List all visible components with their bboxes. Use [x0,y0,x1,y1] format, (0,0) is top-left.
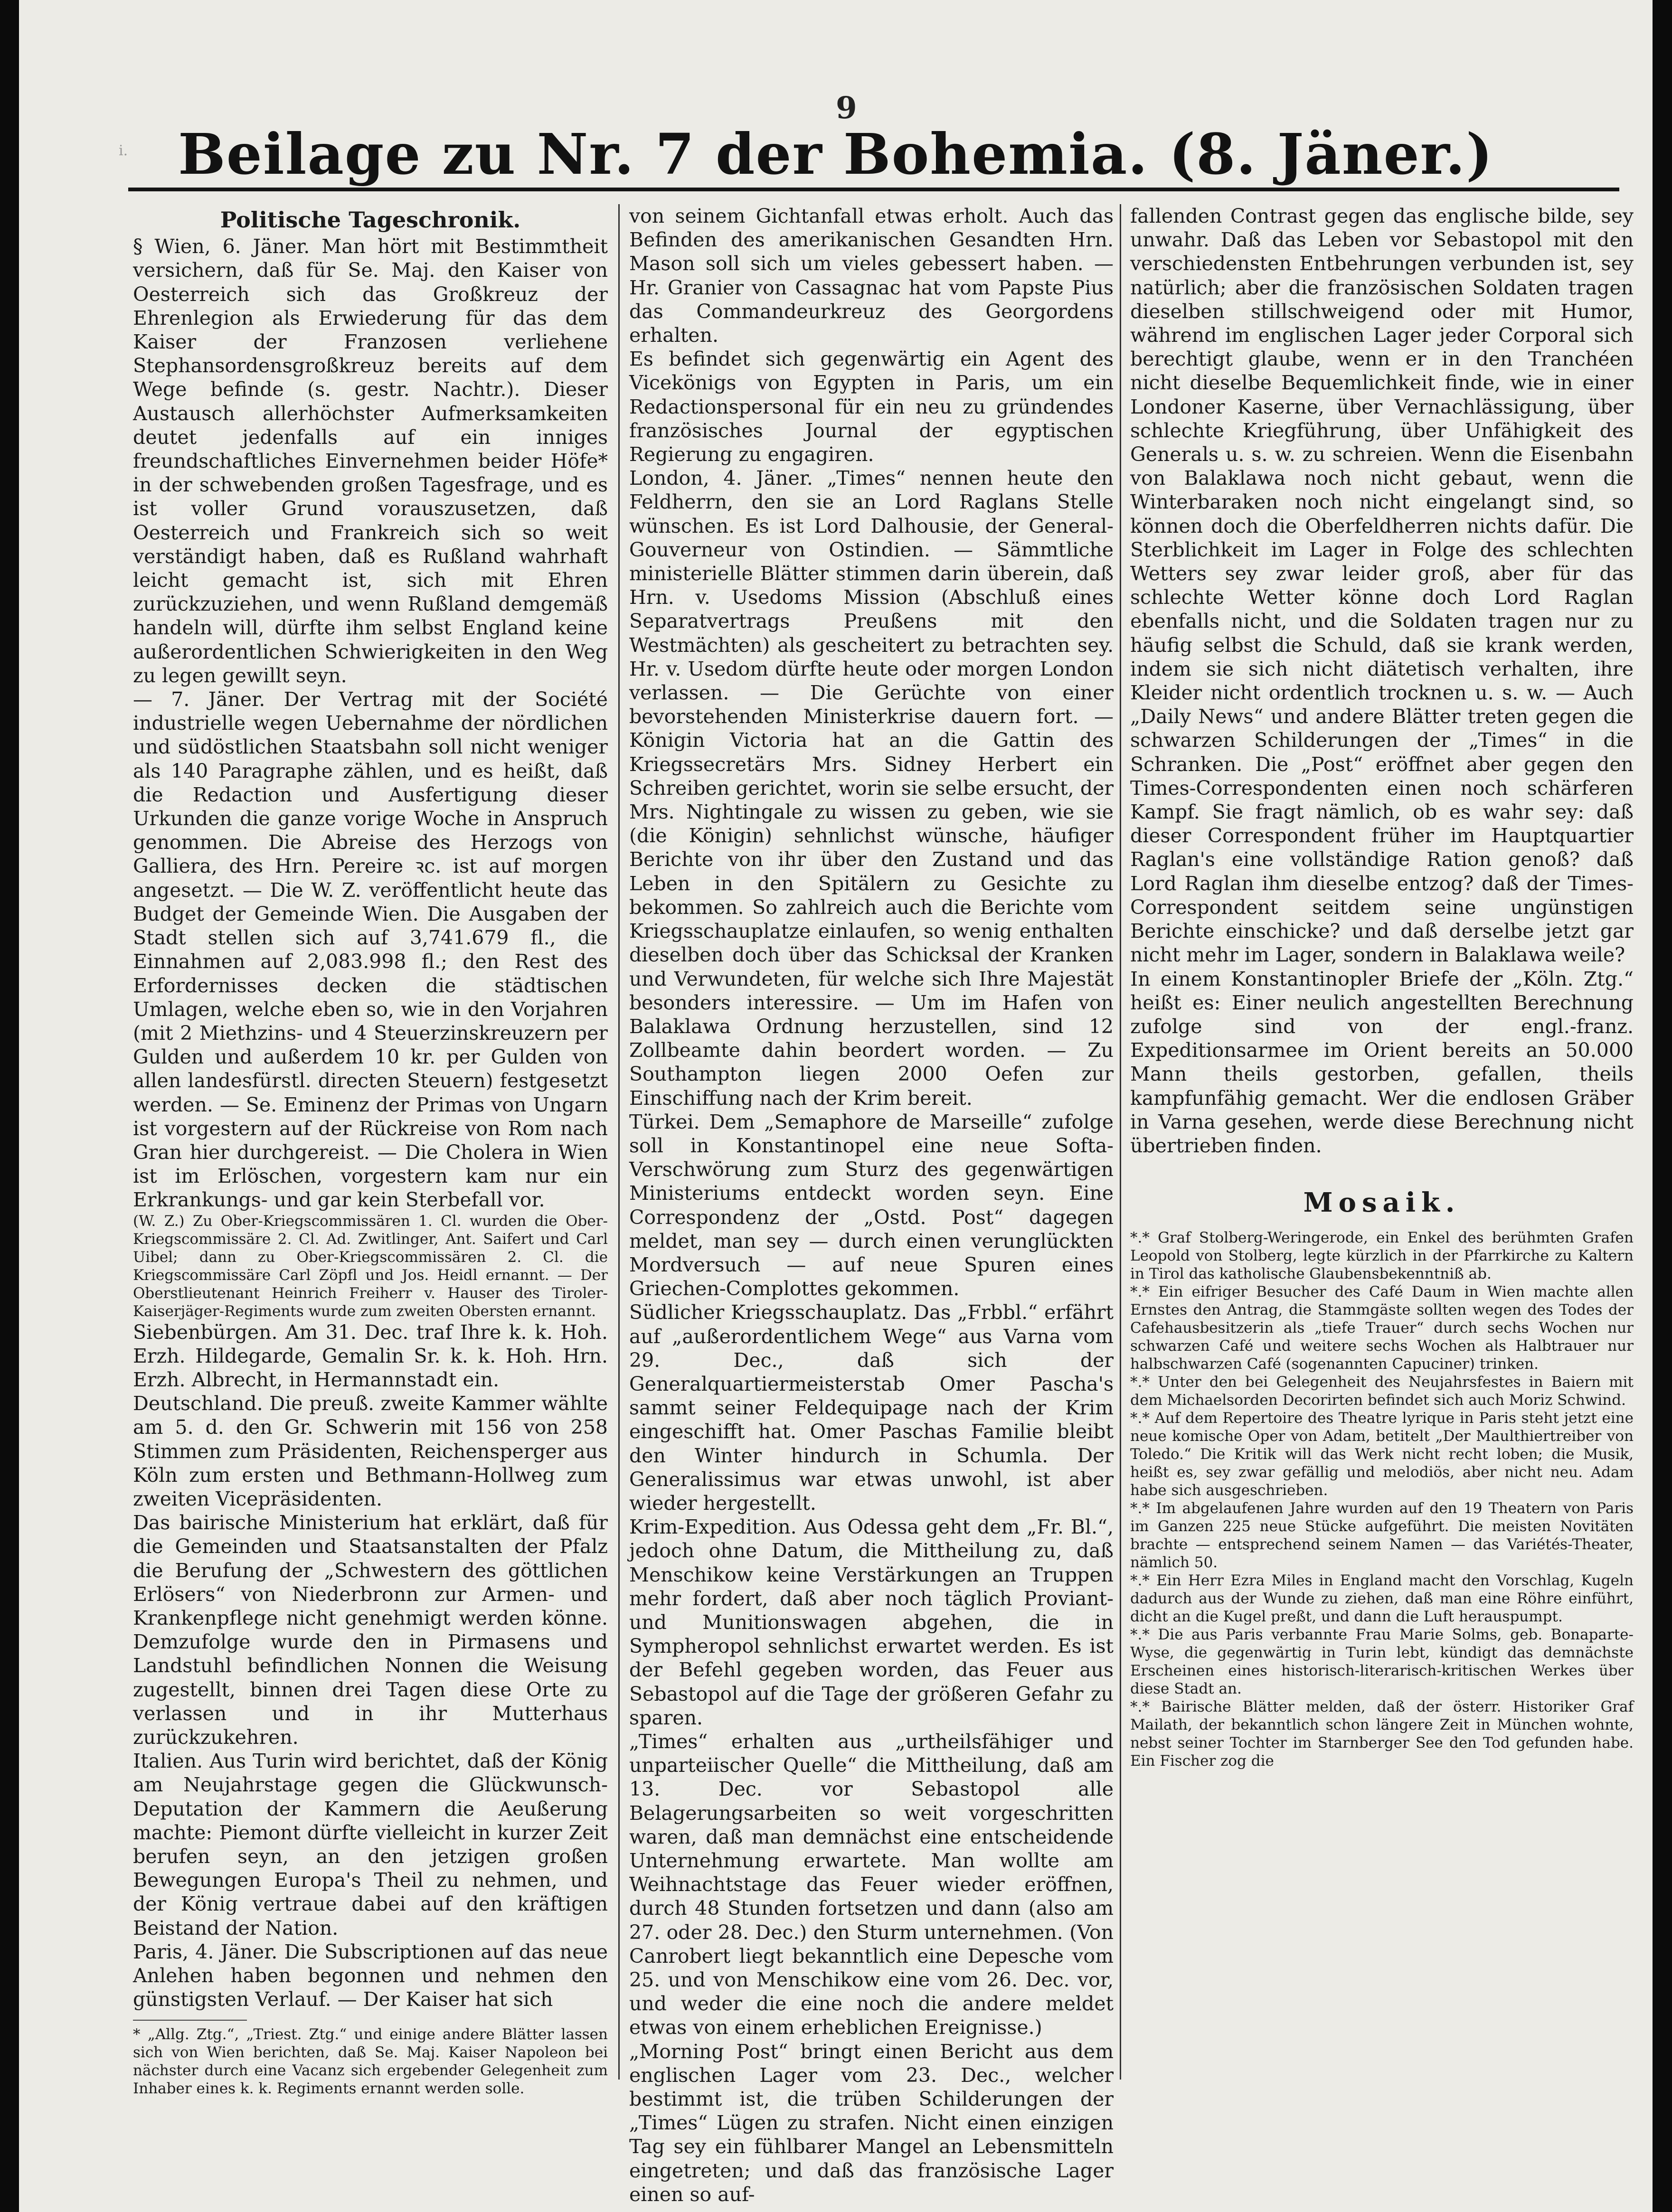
column-right [1130,204,1634,2151]
paragraph: fallenden Contrast gegen das englische bilde, sey unwahr. Daß das Leben vor Sebastopol mit den verschiedensten Entbehrungen verbunden ist, sey natürlich; aber die französischen Soldaten tragen dieselben stillschweigend oder mit Humor, während im englischen Lager jeder Corporal sich berechtigt glaube, wenn er in den Tranchéen nicht dieselbe Bequemlichkeit finde, wie in einer Londoner Kaserne, über Vernachlässigung, über schlechte Kriegführung, über Unfähigkeit des Generals u. s. w. zu schreien. Wenn die Eisenbahn von Balaklawa noch nicht gebaut, wenn die Winterbaraken noch nicht eingelangt sind, so können doch die Oberfeldherren nichts dafür. Die Sterblichkeit im Lager in Folge des schlechten Wetters sey zwar leider groß, aber für das schlechte Wetter könne doch Lord Raglan ebenfalls nicht, und die Soldaten tragen nur zu häufig selbst die Schuld, daß sie krank werden, indem sie sich nicht diätetisch verhalten, ihre Kleider nicht ordentlich trocknen u. s. w. — Auch „Daily News“ und andere Blätter treten gegen die schwarzen Schilderungen der „Times“ in die Schranken. Die „Post“ eröffnet aber gegen den Times-Correspondenten einen noch schärferen Kampf. Sie fragt nämlich, ob es wahr sey: daß dieser Correspondent früher im Hauptquartier Raglan's eine vollständige Ration genoß? daß Lord Raglan ihm dieselbe entzog? daß der Times-Correspondent seitdem seine ungünstigen Berichte einschicke? und daß derselbe jetzt gar nicht mehr im Lager, sondern in Balaklawa weile? [1130,205,1634,967]
news-item: *.* Ein Herr Ezra Miles in England macht den Vorschlag, Kugeln dadurch aus der Wunde zu ziehen, daß man eine Röhre einführt, dicht an die Kugel preßt, und dann die Luft herauspumpt. [1130,1572,1634,1626]
paragraph: — 7. Jäner. Der Vertrag mit der Société industrielle wegen Uebernahme der nördlichen und südöstlichen Staatsbahn soll nicht weniger als 140 Paragraphe zählen, und es heißt, daß die Redaction und Ausfertigung dieser Urkunden die ganze vorige Woche in Anspruch genommen. Die Abreise des Herzogs von Galliera, des Hrn. Pereire ꝛc. ist auf morgen angesetzt. — Die W. Z. veröffentlicht heute das Budget der Gemeinde Wien. Die Ausgaben der Stadt stellen sich auf 3,741.679 fl., die Einnahmen auf 2,083.998 fl.; den Rest des Erfordernisses decken die städtischen Umlagen, welche eben so, wie in den Vorjahren (mit 2 Miethzins- und 4 Steuerzinskreuzern per Gulden und außerdem 10 kr. per Gulden von allen landesfürstl. directen Steuern) festgesetzt werden. — Se. Eminenz der Primas von Ungarn ist vorgestern auf der Rückreise von Rom nach Gran hier durchgereist. — Die Cholera in Wien ist im Erlöschen, vorgestern kam nur ein Erkrankungs- und gar kein Sterbefall vor. [133,688,608,1212]
news-item: *.* Graf Stolberg-Weringerode, ein Enkel des berühmten Grafen Leopold von Stolberg, legte kürzlich in der Pfarrkirche zu Kaltern in Tirol das katholische Glaubensbekenntniß ab. [1130,1229,1634,1283]
paragraph: Krim-Expedition. Aus Odessa geht dem „Fr. Bl.“, jedoch ohne Datum, die Mittheilung zu, daß Menschikow keine Verstärkungen an Truppen mehr fordert, daß aber noch täglich Proviant- und Munitionswagen abgehen, die in Sympheropol sehnlichst erwartet werden. Es ist der Befehl gegeben worden, das Feuer aus Sebastopol auf die Tage der größeren Gefahr zu sparen. [629,1515,1114,1729]
paragraph: von seinem Gichtanfall etwas erholt. Auch das Befinden des amerikanischen Gesandten Hrn. Mason soll sich um vieles gebessert haben. — Hr. Granier von Cassagnac hat vom Papste Pius das Commandeurkreuz des Georgordens erhalten. [629,205,1114,347]
news-item: (W. Z.) Zu Ober-Kriegscommissären 1. Cl. wurden die Ober-Kriegscommissäre 2. Cl. Ad. Zwitlinger, Ant. Saifert und Carl Uibel; dann zu Ober-Kriegscommissären 2. Cl. die Kriegscommissäre Carl Zöpfl und Jos. Heidl ernannt. — Der Oberstlieutenant Heinrich Freiherr v. Hauser des Tiroler-Kaiserjäger-Regiments wurde zum zweiten Obersten ernannt. [133,1212,608,1320]
paragraph: Türkei. Dem „Semaphore de Marseille“ zufolge soll in Konstantinopel eine neue Softa-Verschwörung zum Sturz des gegenwärtigen Ministeriums entdeckt worden seyn. Eine Correspondenz der „Ostd. Post“ dagegen meldet, man sey — durch einen verunglückten Mordversuch — auf neue Spuren eines Griechen-Complottes gekommen. [629,1110,1114,1300]
column-left [133,204,608,2151]
paragraph: § Wien, 6. Jäner. Man hört mit Bestimmtheit versichern, daß für Se. Maj. den Kaiser von Oesterreich sich das Großkreuz der Ehrenlegion als Erwiederung für das dem Kaiser der Franzosen verliehene Stephansordensgroßkreuz bereits auf dem Wege befinde (s. gestr. Nachtr.). Dieser Austausch allerhöchster Aufmerksamkeiten deutet jedenfalls auf ein inniges freundschaftliches Einvernehmen beider Höfe* in der schwebenden großen Tagesfrage, und es ist voller Grund vorauszusetzen, daß Oesterreich und Frankreich sich so weit verständigt haben, daß es Rußland wahrhaft leicht gemacht ist, sich mit Ehren zurückzuziehen, und wenn Rußland demgemäß handeln will, dürfte ihm selbst England keine außerordentlichen Schwierigkeiten in den Weg zu legen gewillt seyn. [133,235,608,687]
column-divider [618,204,620,2080]
paragraph: Deutschland. Die preuß. zweite Kammer wählte am 5. d. den Gr. Schwerin mit 156 von 258 Stimmen zum Präsidenten, Reichensperger aus Köln zum ersten und Bethmann-Hollweg zum zweiten Vicepräsidenten. [133,1392,608,1510]
section-title: Mosaik. [1303,1187,1461,1219]
paragraph: Siebenbürgen. Am 31. Dec. traf Ihre k. k. Hoh. Erzh. Hildegarde, Gemalin Sr. k. k. Hoh. Hrn. Erzh. Albrecht, in Hermannstadt ein. [133,1320,608,1391]
header-rule [128,188,1619,191]
paragraph: In einem Konstantinopler Briefe der „Köln. Ztg.“ heißt es: Einer neulich angestellten Berechnung zufolge sind von der engl.-franz. Expeditionsarmee im Orient bereits an 50.000 Mann theils gestorben, gefallen, theils kampfunfähig gemacht. Wer die endlosen Gräber in Varna gesehen, werde diese Berechnung nicht übertrieben finden. [1130,967,1634,1157]
newspaper-page [19,0,1653,2212]
news-item: *.* Unter den bei Gelegenheit des Neujahrsfestes in Baiern mit dem Michaelsorden Decorirten befindet sich auch Moriz Schwind. [1130,1374,1634,1409]
news-item: *.* Bairische Blätter melden, daß der österr. Historiker Graf Mailath, der bekanntlich schon längere Zeit in München wohnte, nebst seiner Tochter im Starnberger See den Tod gefunden habe. Ein Fischer zog die [1130,1698,1634,1770]
page-number: 9 [836,90,857,126]
footnote-separator [133,2020,247,2021]
section-title: Politische Tageschronik. [220,207,521,233]
news-item: *.* Auf dem Repertoire des Theatre lyrique in Paris steht jetzt eine neue komische Oper von Adam, betitelt „Der Maulthiertreiber von Toledo.“ Die Kritik will das Werk nicht recht loben; die Musik, heißt es, sey zwar gefällig und melodiös, aber nicht neu. Adam habe sich ausgeschrieben. [1130,1410,1634,1499]
paragraph: Italien. Aus Turin wird berichtet, daß der König am Neujahrstage gegen die Glückwunsch-Deputation der Kammern die Aeußerung machte: Piemont dürfte vielleicht in kurzer Zeit berufen seyn, an den jetzigen großen Bewegungen Europa's Theil zu nehmen, und der König vertraue dabei auf den kräftigen Beistand der Nation. [133,1750,608,1939]
news-item: *.* Die aus Paris verbannte Frau Marie Solms, geb. Bonaparte-Wyse, die gegenwärtig in Turin lebt, kündigt das demnächste Erscheinen eines historisch-literarisch-kritischen Werkes über diese Stadt an. [1130,1626,1634,1698]
page-title: Beilage zu Nr. 7 der Bohemia. (8. Jäner.) [178,121,1493,187]
footnote: * „Allg. Ztg.“, „Triest. Ztg.“ und einige andere Blätter lassen sich von Wien berichten, daß Se. Maj. Kaiser Napoleon bei nächster durch eine Vacanz sich ergebender Gelegenheit zum Inhaber eines k. k. Regiments ernannt werden solle. [133,2026,608,2098]
news-item: *.* Im abgelaufenen Jahre wurden auf den 19 Theatern von Paris im Ganzen 225 neue Stücke aufgeführt. Die meisten Novitäten brachte — entsprechend seinem Namen — das Variétés-Theater, nämlich 50. [1130,1500,1634,1572]
faint-header-note: i. [119,142,128,159]
column-divider [1120,204,1121,2080]
paragraph: „Morning Post“ bringt einen Bericht aus dem englischen Lager vom 23. Dec., welcher bestimmt ist, die trüben Schilderungen der „Times“ Lügen zu strafen. Nicht einen einzigen Tag sey ein fühlbarer Mangel an Lebensmitteln eingetreten; und daß das französische Lager einen so auf- [629,2040,1114,2206]
paragraph: Paris, 4. Jäner. Die Subscriptionen auf das neue Anlehen haben begonnen und nehmen den günstigsten Verlauf. — Der Kaiser hat sich [133,1940,608,2011]
paragraph: London, 4. Jäner. „Times“ nennen heute den Feldherrn, den sie an Lord Raglans Stelle wünschen. Es ist Lord Dalhousie, der General-Gouverneur von Ostindien. — Sämmtliche ministerielle Blätter stimmen darin überein, daß Hrn. v. Usedoms Mission (Abschluß eines Separatvertrags Preußens mit den Westmächten) als gescheitert zu betrachten sey. Hr. v. Usedom dürfte heute oder morgen London verlassen. — Die Gerüchte von einer bevorstehenden Ministerkrise dauern fort. — Königin Victoria hat an die Gattin des Kriegssecretärs Mrs. Sidney Herbert ein Schreiben gerichtet, worin sie selbe ersucht, der Mrs. Nightingale zu wissen zu geben, wie sie (die Königin) sehnlichst wünsche, häufiger Berichte von ihr über den Zustand und das Leben in den Spitälern zu Gesichte zu bekommen. So zahlreich auch die Berichte vom Kriegsschauplatze einlaufen, so wenig enthalten dieselben doch über das Schicksal der Kranken und Verwundeten, für welche sich Ihre Majestät besonders interessire. — Um im Hafen von Balaklawa Ordnung herzustellen, sind 12 Zollbeamte dahin beordert worden. — Zu Southampton liegen 2000 Oefen zur Einschiffung nach der Krim bereit. [629,467,1114,1110]
column-middle [629,204,1114,2206]
paragraph: „Times“ erhalten aus „urtheilsfähiger und unparteiischer Quelle“ die Mittheilung, daß am 13. Dec. vor Sebastopol alle Belagerungsarbeiten so weit vorgeschritten waren, daß man demnächst eine entscheidende Unternehmung erwartete. Man wollte am Weihnachtstage das Feuer wieder eröffnen, durch 48 Stunden fortsetzen und dann (also am 27. oder 28. Dec.) den Sturm unternehmen. (Von Canrobert liegt bekanntlich eine Depesche vom 25. und von Menschikow eine vom 26. Dec. vor, und weder die eine noch die andere meldet etwas von einem erheblichen Ereignisse.) [629,1730,1114,2039]
paragraph: Das bairische Ministerium hat erklärt, daß für die Gemeinden und Staatsanstalten der Pfalz die Berufung der „Schwestern des göttlichen Erlösers“ von Niederbronn zur Armen- und Krankenpflege nicht genehmigt werden könne. Demzufolge wurde den in Pirmasens und Landstuhl befindlichen Nonnen die Weisung zugestellt, binnen drei Tagen diese Orte zu verlassen und in ihr Mutterhaus zurückzukehren. [133,1511,608,1749]
paragraph: Südlicher Kriegsschauplatz. Das „Frbbl.“ erfährt auf „außerordentlichem Wege“ aus Varna vom 29. Dec., daß sich der Generalquartiermeisterstab Omer Pascha's sammt seiner Feldequipage nach der Krim eingeschifft hat. Omer Paschas Familie bleibt den Winter hindurch in Schumla. Der Generalissimus war etwas unwohl, ist aber wieder hergestellt. [629,1301,1114,1515]
news-item: *.* Ein eifriger Besucher des Café Daum in Wien machte allen Ernstes den Antrag, die Stammgäste sollten wegen des Todes der Cafehausbesitzerin als „tiefe Trauer“ durch sechs Wochen nur schwarzen Café und weitere sechs Wochen als Halbtrauer nur halbschwarzen Café (sogenannten Capuciner) trinken. [1130,1283,1634,1373]
paragraph: Es befindet sich gegenwärtig ein Agent des Vicekönigs von Egypten in Paris, um ein Redactionspersonal für ein neu zu gründendes französisches Journal der egyptischen Regierung zu engagiren. [629,348,1114,466]
